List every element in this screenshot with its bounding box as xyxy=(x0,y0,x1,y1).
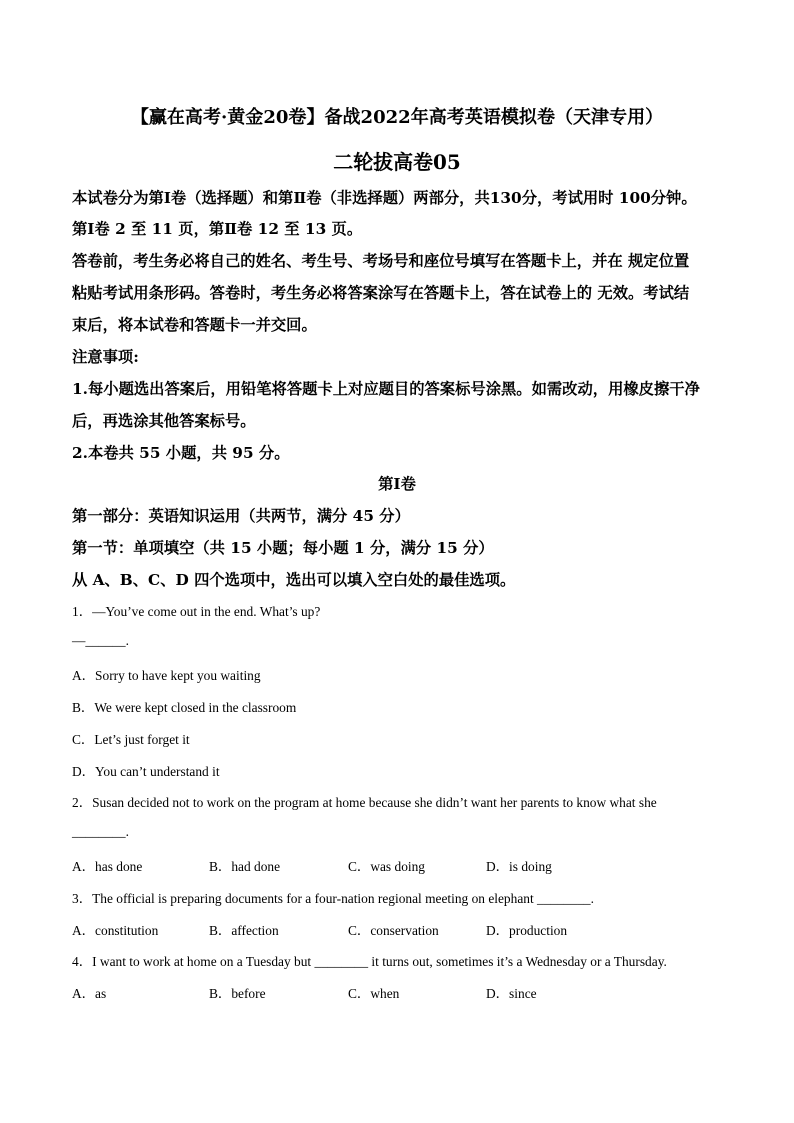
note-item-1: 1.每小题选出答案后，用铅笔将答题卡上对应题目的答案标号涂黑。如需改动，用橡皮擦干净 xyxy=(72,380,700,398)
question-3-option-d: D．production xyxy=(486,923,568,938)
intro-line-3: 答卷前，考生务必将自己的姓名、考生号、考场号和座位号填写在答题卡上，并在 规定位置 xyxy=(72,252,690,270)
paper-title: 二轮拔高卷05 xyxy=(333,150,461,174)
question-2-blank: ________. xyxy=(72,824,129,839)
part-heading: 第一部分：英语知识运用（共两节，满分 45 分） xyxy=(72,507,410,525)
intro-line-4: 粘贴考试用条形码。答卷时，考生务必将答案涂写在答题卡上，答在试卷上的 无效。考试结 xyxy=(72,284,690,302)
question-3-option-b: B．affection xyxy=(209,923,279,938)
intro-line-1: 本试卷分为第Ⅰ卷（选择题）和第Ⅱ卷（非选择题）两部分，共130分，考试用时 100分钟。 xyxy=(72,189,697,207)
intro-line-5: 束后，将本试卷和答题卡一并交回。 xyxy=(72,316,317,334)
question-1-stem: 1．—You’ve come out in the end. What’s up? xyxy=(72,604,321,619)
question-1-option-b: B．We were kept closed in the classroom xyxy=(72,700,297,715)
question-2-option-c: C．was doing xyxy=(348,859,425,874)
question-4-stem: 4．I want to work at home on a Tuesday but ________ it turns out, sometimes it’s a Wednesday or a Thursday. xyxy=(72,954,667,969)
question-3-option-c: C．conservation xyxy=(348,923,439,938)
subsection-heading: 第一节：单项填空（共 15 小题；每小题 1 分，满分 15 分） xyxy=(72,539,494,557)
question-2-stem: 2．Susan decided not to work on the program at home because she didn’t want her parents to know what she xyxy=(72,795,657,810)
question-4-option-c: C．when xyxy=(348,986,400,1001)
question-4-option-b: B．before xyxy=(209,986,266,1001)
question-1-blank: —______. xyxy=(72,633,129,648)
note-item-1-cont: 后，再选涂其他答案标号。 xyxy=(72,412,256,430)
question-1-option-a: A．Sorry to have kept you waiting xyxy=(72,668,261,683)
question-2-option-a: A．has done xyxy=(72,859,143,874)
question-2-option-b: B．had done xyxy=(209,859,281,874)
question-3-option-a: A．constitution xyxy=(72,923,159,938)
note-item-2: 2.本卷共 55 小题，共 95 分。 xyxy=(72,444,290,462)
volume-heading: 第Ⅰ卷 xyxy=(378,475,416,493)
instruction-text: 从 A、B、C、D 四个选项中，选出可以填入空白处的最佳选项。 xyxy=(72,571,516,589)
question-2-option-d: D．is doing xyxy=(486,859,552,874)
question-3-stem: 3．The official is preparing documents for a four-nation regional meeting on elephant ________. xyxy=(72,891,594,906)
question-1-option-d: D．You can’t understand it xyxy=(72,764,220,779)
question-4-option-d: D．since xyxy=(486,986,537,1001)
notes-heading: 注意事项: xyxy=(72,348,139,366)
intro-line-2: 第Ⅰ卷 2 至 11 页，第Ⅱ卷 12 至 13 页。 xyxy=(72,220,363,238)
question-1-option-c: C．Let’s just forget it xyxy=(72,732,190,747)
exam-series-title: 【赢在高考·黄金20卷】备战2022年高考英语模拟卷（天津专用） xyxy=(130,107,664,128)
question-4-option-a: A．as xyxy=(72,986,107,1001)
